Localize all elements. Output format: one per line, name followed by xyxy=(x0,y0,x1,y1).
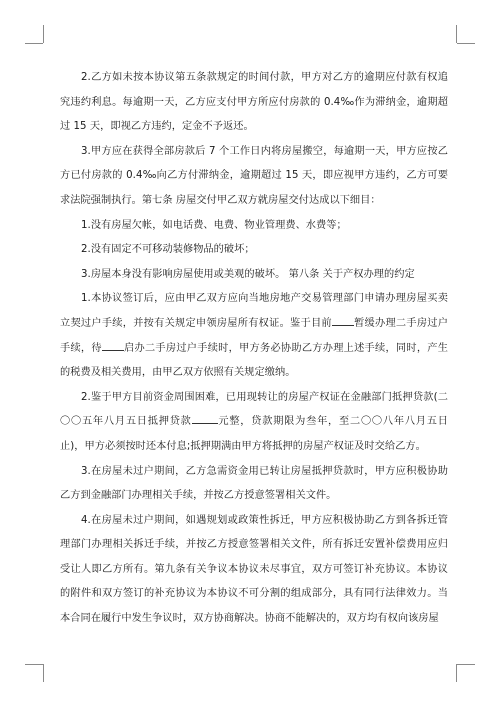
paragraph-buyer-mortgage-assist: 3.在房屋未过户期间，乙方急需资金用已转让房屋抵押贷款时，甲方应积极协助乙方到金融部门办理相关手续，并按乙方授意签署相关文件。 xyxy=(60,465,448,502)
paragraph-demolition: 4.在房屋未过户期间，如遇规划或政策性拆迁，甲方应积极协助乙方到各拆迁管理部门办理相关拆迁手续，并按乙方授意签署相关文件，所有拆迁安置补偿费用应归受让人即乙方所有。第九条有关争议本协议未尽事宜，双方可签订补充协议。本协议的附件和双方签订的补充协议为本协议不可分割的组成部分，具有同行法律效力。当本合同在履行中发生争议时，双方协商解决。协商不能解决的，双方均有权向该房屋 xyxy=(60,514,448,625)
paragraph-late-payment: 2.乙方如未按本协议第五条款规定的时间付款，甲方对乙方的逾期应付款有权追究违约利息。每逾期一天，乙方应支付甲方所应付房款的 0.4‰作为滞纳金，逾期超过 15 天，即视乙方违约，定金不予返还。 xyxy=(60,72,448,133)
blank-line xyxy=(192,413,218,424)
blank-line xyxy=(332,315,354,326)
crop-mark-bottom-left-v xyxy=(43,664,44,682)
text-segment: 2.鉴于甲方目前资金周围困难，已用现转让的房屋产权证在金融部门抵押贷款(二〇〇五年八月五日抵押贷款 xyxy=(60,391,448,428)
paragraph-handover-item-1: 1.没有房屋欠帐，如电话费、电费、物业管理费、水费等； xyxy=(81,219,347,231)
text-segment: 1.本协议签订后，应由甲乙双方应向当地房地产交易管理部门申请办理房屋买卖立契过户手续，并按有关规定申领房屋所有权证。鉴于目前 xyxy=(60,293,448,329)
crop-mark-top-right-h xyxy=(457,43,475,44)
blank-line xyxy=(102,340,124,351)
paragraph-mortgage-loan xyxy=(60,386,448,460)
document-body xyxy=(60,66,448,632)
paragraph-handover-item-2: 2.没有固定不可移动装修物品的破坏； xyxy=(81,244,255,256)
crop-mark-top-left-v xyxy=(43,25,44,43)
text-segment: 暂缓办理二手房过户手续，待 xyxy=(60,317,448,354)
text-segment: 启办二手房过户手续时，甲方务必协助乙方办理上述手续，同时，产生的税费及相关费用，由甲乙双方依照有关规定缴纳。 xyxy=(60,342,448,379)
crop-mark-bottom-right-h xyxy=(457,664,475,665)
crop-mark-bottom-right-v xyxy=(456,664,457,682)
paragraph-vacate-house: 3.甲方应在获得全部房款后 7 个工作日内将房屋搬空，每逾期一天，甲方应按乙方已付房款的 0.4‰向乙方付滞纳金，逾期超过 15 天，即应视甲方违约，乙方可要求法院强制执行。第七条 房屋交付甲乙双方就房屋交付达成以下细目： xyxy=(60,145,448,206)
crop-mark-bottom-left-h xyxy=(25,664,43,665)
crop-mark-top-left-h xyxy=(25,43,43,44)
text-segment: 元整，贷款期限为叁年，至二〇〇八年八月五日止)，甲方必须按时还本付息;抵押期满由甲方将抵押的房屋产权证及时交给乙方。 xyxy=(60,416,448,452)
paragraph-handover-item-3: 3.房屋本身没有影响房屋使用或美观的破坏。 第八条 关于产权办理的约定 xyxy=(81,268,415,280)
paragraph-title-transfer xyxy=(60,287,448,385)
crop-mark-top-right-v xyxy=(456,25,457,43)
